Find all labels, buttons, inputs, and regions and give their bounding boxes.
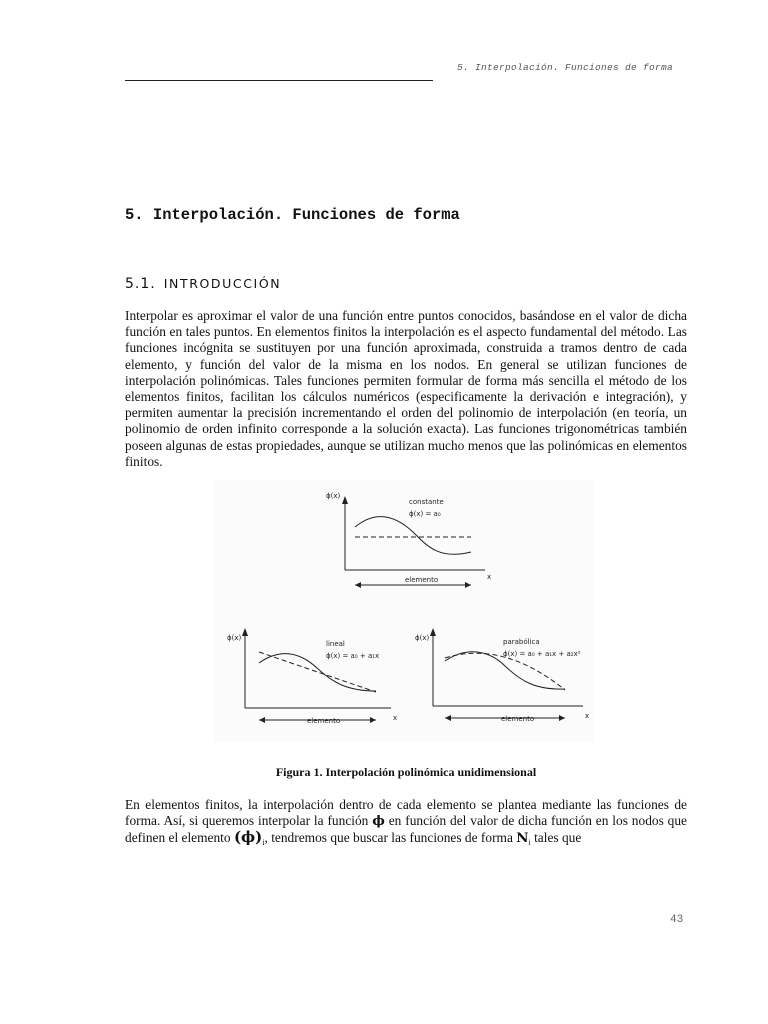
top-label: constante [409, 498, 444, 506]
left-ylabel: ϕ(x) [227, 634, 242, 642]
top-xaxis: x [487, 573, 492, 581]
phi-i-subscript: i [262, 838, 265, 848]
p2-text-a: En elementos finitos, la interpolación dentro de cada elemento se plantea mediante las funciones de forma. Así, si queremos interpolar la función [125, 797, 687, 829]
section-number: 5.1. [125, 276, 156, 292]
left-label: lineal [326, 640, 345, 648]
chapter-title: 5. Interpolación. Funciones de forma [125, 206, 460, 224]
figure-caption: Figura 1. Interpolación polinómica unidimensional [275, 765, 537, 779]
p2-text-c: , tendremos que buscar las funciones de forma [264, 830, 517, 846]
p2-text-b: en función del valor de dicha función en los nodos que definen el elemento [125, 813, 687, 846]
left-xaxis: x [393, 714, 398, 722]
section-heading [125, 276, 281, 292]
shape-function-subscript: i [528, 838, 531, 848]
shape-function-symbol: N [516, 830, 529, 847]
right-label: parabólica [503, 638, 540, 646]
p2-text-d: tales que [530, 830, 582, 846]
phi-i-symbol: (ϕ) [233, 828, 263, 847]
right-xlabel: elemento [501, 715, 535, 723]
right-xaxis: x [585, 712, 590, 720]
top-xlabel: elemento [405, 576, 439, 584]
right-ylabel: ϕ(x) [415, 634, 430, 642]
interpolation-figure [213, 480, 593, 742]
left-xlabel: elemento [307, 717, 341, 725]
phi-symbol: ϕ [372, 813, 385, 830]
running-header: 5. Interpolación. Funciones de forma [457, 62, 674, 73]
shape-function-paragraph [125, 797, 687, 852]
intro-paragraph: Interpolar es aproximar el valor de una función entre puntos conocidos, basándose en el valor de dicha función en tales puntos. En elementos finitos la interpolación es el aspecto fundamental del método. Las funciones incógnita se sustituyen por una función aproximada, construida a tramos dentro de cada elemento, y función del valor de la misma en los nodos. En general se utilizan funciones de interpolación polinómicas. Tales funciones permiten formular de forma más sencilla el método de los elementos finitos, facilitan los cálculos numéricos (especificamente la derivación e integración), y permiten aumentar la precisión incrementando el orden del polinomio de interpolación (en teoría, un polinomio de orden infinito corresponde a la solución exacta). Las funciones trigonométricas también poseen algunas de estas propiedades, aunque se utilizan mucho menos que las polinómicas en elementos finitos. [125, 308, 687, 469]
section-title: INTRODUCCIÓN [163, 276, 282, 291]
right-equation: ϕ(x) = a₀ + a₁x + a₂x² [503, 650, 581, 658]
left-equation: ϕ(x) = a₀ + a₁x [326, 652, 380, 660]
top-ylabel: ϕ(x) [326, 492, 341, 500]
header-rule [125, 80, 433, 81]
page-number: 43 [670, 914, 684, 926]
top-equation: ϕ(x) = a₀ [409, 510, 441, 518]
